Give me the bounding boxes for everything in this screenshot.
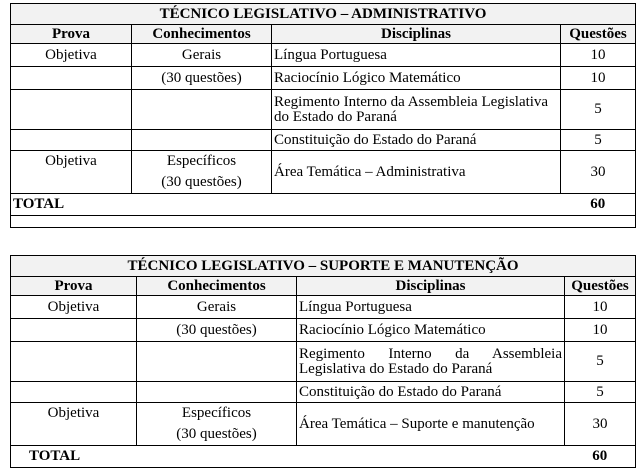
cell-disciplina: Regimento Interno da Assembleia Legislativa do Estado do Paraná	[272, 90, 561, 130]
header-disciplinas: Disciplinas	[297, 277, 565, 296]
cell-conhecimento: Gerais	[132, 44, 272, 67]
header-conhecimentos: Conhecimentos	[137, 277, 297, 296]
conhecimento-label: Específicos	[181, 405, 252, 421]
cell-questoes: 10	[565, 319, 636, 342]
header-questoes: Questões	[565, 277, 636, 296]
cell-prova	[11, 382, 137, 403]
cell-prova	[11, 67, 132, 90]
conhecimento-extra: (30 questões)	[161, 174, 242, 190]
table-row	[11, 296, 636, 319]
spacer-cell	[11, 216, 636, 228]
cell-conhecimento	[137, 382, 297, 403]
cell-questoes: 30	[561, 151, 636, 194]
table-row	[11, 130, 636, 151]
header-prova: Prova	[11, 277, 137, 296]
table-row	[11, 382, 636, 403]
table-row	[11, 342, 636, 382]
total-row	[11, 194, 636, 216]
header-prova: Prova	[11, 25, 132, 44]
cell-questoes: 5	[565, 382, 636, 403]
cell-prova	[11, 342, 137, 382]
cell-questoes: 10	[565, 296, 636, 319]
conhecimento-label: Específicos	[166, 153, 237, 169]
total-value: 60	[561, 194, 636, 216]
header-questoes: Questões	[561, 25, 636, 44]
cell-conhecimento: (30 questões)	[137, 319, 297, 342]
table-row	[11, 319, 636, 342]
conhecimento-extra: (30 questões)	[176, 426, 257, 442]
cell-disciplina: Raciocínio Lógico Matemático	[297, 319, 565, 342]
table-row	[11, 44, 636, 67]
cell-disciplina: Regimento Interno da Assembleia Legislativa do Estado do Paraná	[297, 342, 565, 382]
table-title: TÉCNICO LEGISLATIVO – SUPORTE E MANUTENÇÃO	[11, 256, 636, 277]
cell-prova	[11, 90, 132, 130]
cell-questoes: 30	[565, 403, 636, 446]
total-label: TOTAL	[11, 194, 561, 216]
cell-conhecimento: (30 questões)	[132, 67, 272, 90]
table-title: TÉCNICO LEGISLATIVO – ADMINISTRATIVO	[11, 4, 636, 25]
cell-conhecimento	[137, 342, 297, 382]
spacer-row	[11, 216, 636, 228]
total-label: TOTAL	[11, 446, 565, 468]
cell-disciplina: Área Temática – Administrativa	[272, 151, 561, 194]
cell-conhecimento	[137, 403, 297, 446]
cell-conhecimento: Gerais	[137, 296, 297, 319]
table-row	[11, 90, 636, 130]
cell-disciplina: Língua Portuguesa	[297, 296, 565, 319]
cell-prova: Objetiva	[11, 151, 132, 194]
cell-disciplina: Raciocínio Lógico Matemático	[272, 67, 561, 90]
cell-questoes: 5	[565, 342, 636, 382]
cell-prova	[11, 319, 137, 342]
table-administrativo	[10, 3, 636, 228]
cell-disciplina: Língua Portuguesa	[272, 44, 561, 67]
cell-conhecimento	[132, 151, 272, 194]
total-value: 60	[565, 446, 636, 468]
cell-prova: Objetiva	[11, 296, 137, 319]
cell-disciplina: Constituição do Estado do Paraná	[272, 130, 561, 151]
cell-questoes: 5	[561, 130, 636, 151]
cell-prova: Objetiva	[11, 403, 137, 446]
cell-disciplina: Área Temática – Suporte e manutenção	[297, 403, 565, 446]
cell-prova: Objetiva	[11, 44, 132, 67]
total-row	[11, 446, 636, 468]
table-suporte-manutencao	[10, 255, 636, 468]
cell-prova	[11, 130, 132, 151]
cell-questoes: 10	[561, 67, 636, 90]
header-conhecimentos: Conhecimentos	[132, 25, 272, 44]
table-row	[11, 403, 636, 446]
cell-questoes: 10	[561, 44, 636, 67]
cell-disciplina: Constituição do Estado do Paraná	[297, 382, 565, 403]
cell-conhecimento	[132, 130, 272, 151]
table-row	[11, 67, 636, 90]
cell-questoes: 5	[561, 90, 636, 130]
table-row	[11, 151, 636, 194]
cell-conhecimento	[132, 90, 272, 130]
header-disciplinas: Disciplinas	[272, 25, 561, 44]
